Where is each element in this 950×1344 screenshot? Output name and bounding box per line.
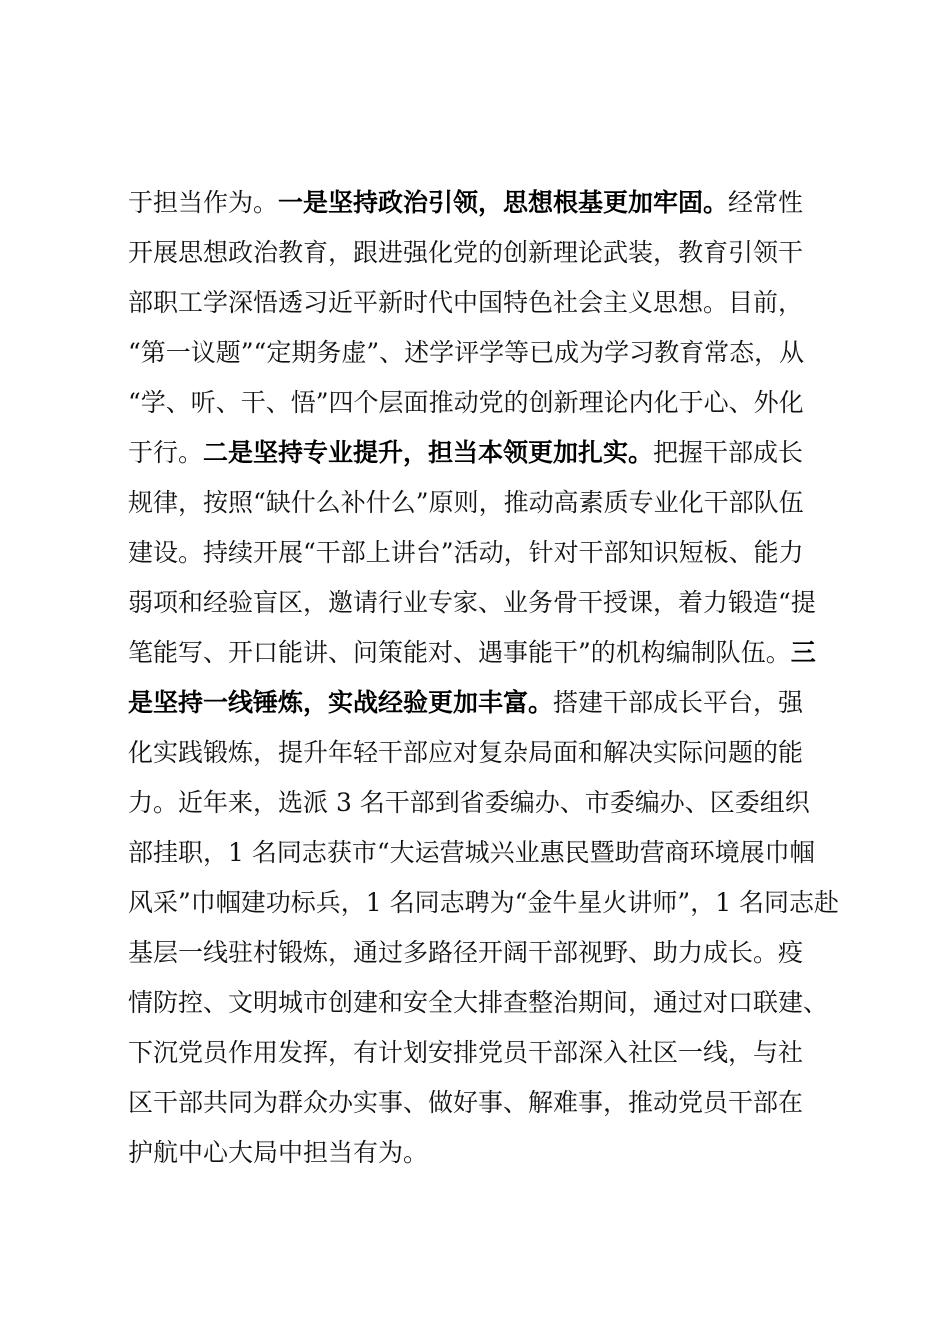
bold-heading-text: 是坚持一线锤炼，实战经验更加丰富。 [128,688,554,717]
text-line [128,878,840,928]
text-line [128,228,840,278]
text-segment: 笔能写、开口能讲、问策能对、遇事能干”的机构编制队伍。 [128,638,791,667]
text-line [128,828,840,878]
text-segment: 力。近年来，选派 3 名干部到省委编办、市委编办、区委组织 [128,788,810,817]
text-segment: 于担当作为。 [128,188,279,217]
bold-heading-text: 一是坚持政治引领，思想根基更加牢固。 [278,188,729,217]
bold-heading-text: 二是坚持专业提升，担当本领更加扎实。 [203,438,654,467]
text-line [128,178,840,228]
text-line [128,478,840,528]
text-segment: 部职工学深悟透习近平新时代中国特色社会主义思想。目前， [128,288,804,317]
text-segment: 把握干部成长 [653,438,804,467]
text-line [128,778,840,828]
text-segment: 规律，按照“缺什么补什么”原则，推动高素质专业化干部队伍 [128,488,804,517]
text-line [128,1078,840,1128]
text-segment: 基层一线驻村锻炼，通过多路径开阔干部视野、助力成长。疫 [128,938,804,967]
text-segment: 开展思想政治教育，跟进强化党的创新理论武装，教育引领干 [128,238,804,267]
text-line [128,678,840,728]
text-line [128,1028,840,1078]
text-segment: “学、听、干、悟”四个层面推动党的创新理论内化于心、外化 [128,388,804,417]
text-line [128,328,840,378]
text-segment: 经常性 [728,188,804,217]
text-line [128,278,840,328]
text-line [128,978,840,1028]
text-segment: 区干部共同为群众办实事、做好事、解难事，推动党员干部在 [128,1088,804,1117]
text-line [128,628,840,678]
text-line [128,728,840,778]
text-segment: 部挂职，1 名同志获市“大运营城兴业惠民暨助营商环境展巾帼 [128,838,815,867]
text-segment: 护航中心大局中担当有为。 [128,1138,429,1167]
text-segment: 下沉党员作用发挥，有计划安排党员干部深入社区一线，与社 [128,1038,804,1067]
text-segment: 搭建干部成长平台，强 [553,688,804,717]
text-segment: 于行。 [128,438,204,467]
text-segment: 情防控、文明城市创建和安全大排查整治期间，通过对口联建、 [128,988,829,1017]
text-line [128,378,840,428]
bold-heading-text: 三 [790,638,816,667]
text-line [128,1128,840,1178]
text-segment: “第一议题”“定期务虚”、述学评学等已成为学习教育常态，从 [128,338,805,367]
text-line [128,928,840,978]
text-segment: 风采”巾帼建功标兵，1 名同志聘为“金牛星火讲师”，1 名同志赴 [128,888,840,917]
text-segment: 化实践锻炼，提升年轻干部应对复杂局面和解决实际问题的能 [128,738,804,767]
text-line [128,578,840,628]
text-segment: 弱项和经验盲区，邀请行业专家、业务骨干授课，着力锻造“提 [128,588,816,617]
body-paragraph [128,178,840,1178]
text-segment: 建设。持续开展“干部上讲台”活动，针对干部知识短板、能力 [128,538,804,567]
text-line [128,528,840,578]
text-line [128,428,840,478]
